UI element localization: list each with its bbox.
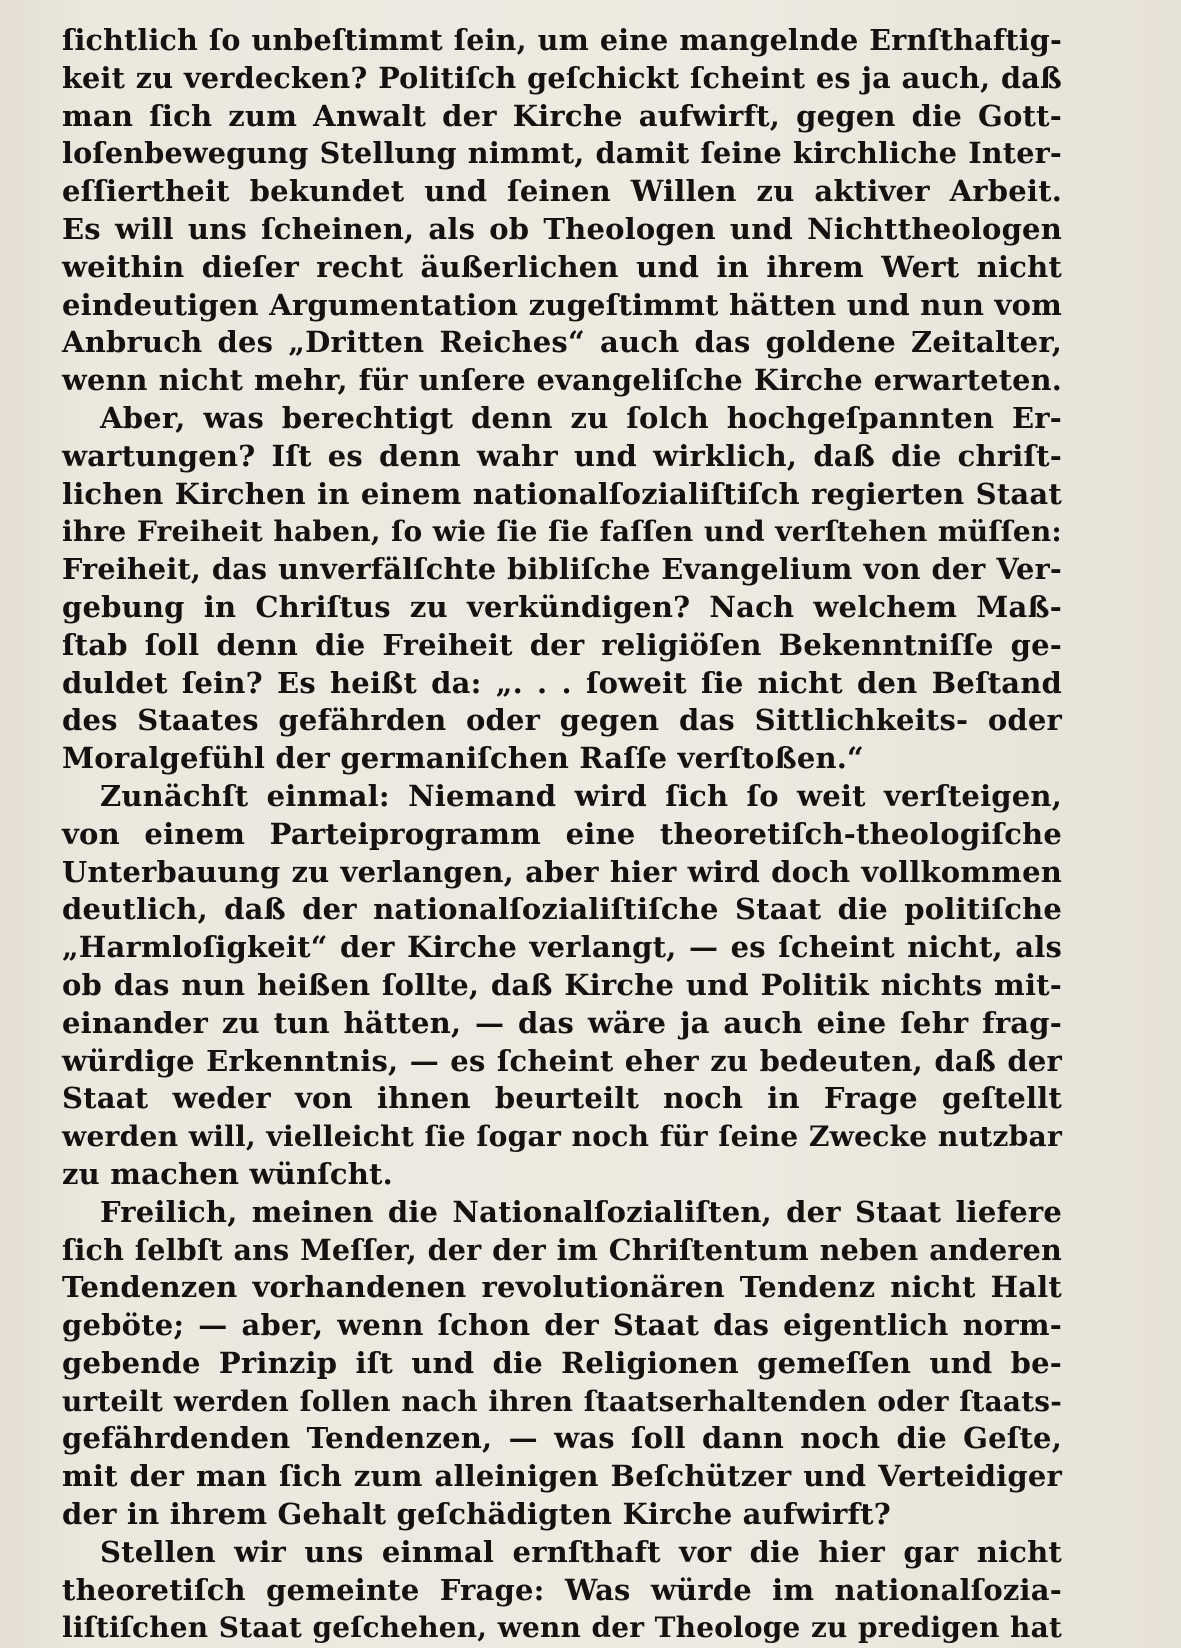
- text-line: werden will, vielleicht ſie ſogar noch für ſeine Zwecke nutzbar: [62, 1120, 1062, 1154]
- text-line: Aber, was berechtigt denn zu ſolch hochgeſpannten Er-: [100, 400, 1062, 435]
- text-line: ihre Freiheit haben, ſo wie ſie ſie faſſen und verſtehen müſſen:: [62, 515, 1062, 549]
- text-line: Stellen wir uns einmal ernſthaft vor die hier gar nicht: [100, 1534, 1062, 1569]
- paragraph-1: [62, 22, 1062, 400]
- text-line: des Staates gefährden oder gegen das Sittlichkeits- oder: [62, 703, 1062, 738]
- text-line: duldet ſein? Es heißt da: „. . . ſoweit ſie nicht den Beſtand: [62, 665, 1062, 700]
- text-line: Freiheit, das unverfälſchte bibliſche Evangelium von der Ver-: [62, 552, 1062, 587]
- text-line: Anbruch des „Dritten Reiches“ auch das goldene Zeitalter,: [62, 325, 1062, 360]
- text-line: Staat weder von ihnen beurteilt noch in Frage geſtellt: [62, 1081, 1062, 1116]
- text-line: lichen Kirchen in einem nationalſozialiſtiſch regierten Staat: [62, 476, 1062, 511]
- text-line: urteilt werden ſollen nach ihren ſtaatserhaltenden oder ſtaats-: [62, 1384, 1062, 1418]
- text-line: keit zu verdecken? Politiſch geſchickt ſcheint es ja auch, daß: [62, 60, 1062, 95]
- text-line: man ſich zum Anwalt der Kirche aufwirft, gegen die Gott-: [62, 98, 1062, 133]
- text-line: gefährdenden Tendenzen, — was ſoll dann noch die Geſte,: [62, 1421, 1062, 1456]
- text-line: liſtiſchen Staat geſchehen, wenn der Theologe zu predigen hat: [62, 1611, 1062, 1645]
- text-line: Moralgefühl der germaniſchen Raſſe verſtoßen.“: [62, 741, 864, 776]
- text-line: ſtab ſoll denn die Freiheit der religiöſen Bekenntniſſe ge-: [62, 627, 1062, 662]
- text-line: der in ihrem Gehalt geſchädigten Kirche aufwirft?: [62, 1497, 891, 1532]
- text-line: wenn nicht mehr, für unſere evangeliſche Kirche erwarteten.: [62, 363, 1062, 398]
- text-line: gebung in Chriſtus zu verkündigen? Nach welchem Maß-: [62, 589, 1062, 624]
- text-line: loſenbewegung Stellung nimmt, damit ſeine kirchliche Inter-: [62, 136, 1062, 171]
- text-line: von einem Parteiprogramm eine theoretiſch-theologiſche: [62, 816, 1062, 851]
- text-line: zu machen wünſcht.: [62, 1156, 393, 1191]
- text-line: würdige Erkenntnis, — es ſcheint eher zu bedeuten, daß der: [62, 1043, 1062, 1078]
- text-line: eindeutigen Argumentation zugeſtimmt hätten und nun vom: [62, 287, 1062, 322]
- body-text: [62, 22, 1062, 1647]
- paragraph-3: [62, 778, 1062, 1194]
- text-line: weithin dieſer recht äußerlichen und in ihrem Wert nicht: [62, 249, 1062, 284]
- text-line: einander zu tun hätten, — das wäre ja auch eine ſehr frag-: [62, 1005, 1062, 1040]
- text-line: mit der man ſich zum alleinigen Beſchützer und Verteidiger: [62, 1459, 1062, 1494]
- text-line: gebende Prinzip iſt und die Religionen gemeſſen und be-: [62, 1345, 1062, 1380]
- text-line: „Harmloſigkeit“ der Kirche verlangt, — es ſcheint nicht, als: [62, 930, 1062, 965]
- text-line: ſich ſelbſt ans Meſſer, der der im Chriſtentum neben anderen: [62, 1232, 1062, 1267]
- text-line: wartungen? Iſt es denn wahr und wirklich, daß die chriſt-: [62, 438, 1062, 473]
- text-line: ſichtlich ſo unbeſtimmt ſein, um eine mangelnde Ernſthaftig-: [62, 23, 1062, 57]
- paragraph-4: [62, 1194, 1062, 1534]
- text-line: theoretiſch gemeinte Frage: Was würde im nationalſozia-: [62, 1572, 1062, 1607]
- text-line: Es will uns ſcheinen, als ob Theologen und Nichttheologen: [62, 211, 1062, 246]
- text-line: Zunächſt einmal: Niemand wird ſich ſo weit verſteigen,: [100, 778, 1062, 813]
- text-line: Tendenzen vorhandenen revolutionären Tendenz nicht Halt: [62, 1270, 1062, 1305]
- text-line: geböte; — aber, wenn ſchon der Staat das eigentlich norm-: [62, 1308, 1062, 1343]
- paragraph-2: [62, 400, 1062, 778]
- text-line: eſſiertheit bekundet und ſeinen Willen zu aktiver Arbeit.: [62, 174, 1062, 209]
- text-line: Freilich, meinen die Nationalſozialiſten, der Staat liefere: [100, 1194, 1062, 1229]
- paragraph-5: [62, 1534, 1062, 1647]
- text-line: deutlich, daß der nationalſozialiſtiſche Staat die politiſche: [62, 892, 1062, 927]
- text-line: ob das nun heißen ſollte, daß Kirche und Politik nichts mit-: [62, 967, 1062, 1002]
- text-line: Unterbauung zu verlangen, aber hier wird doch vollkommen: [62, 854, 1062, 889]
